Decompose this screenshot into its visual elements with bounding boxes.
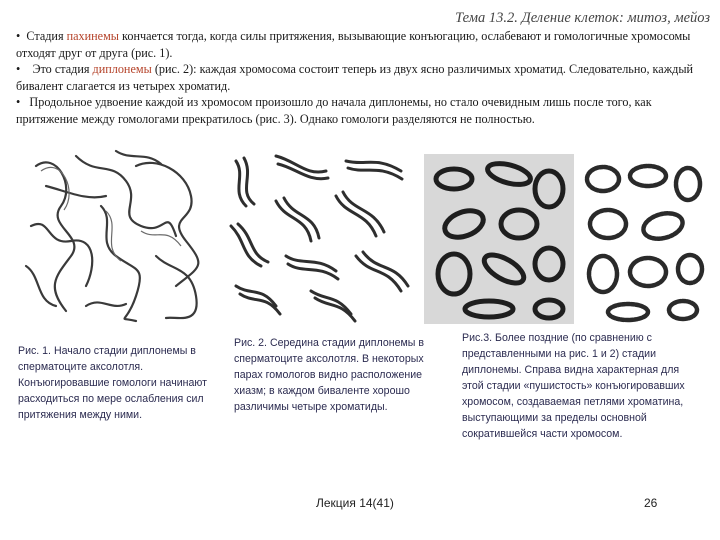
bullet: • — [16, 29, 21, 43]
figure-1-caption: Рис. 1. Начало стадии диплонемы в сперматоците аксолотля. Конъюгировавшие гомологи начинают расходиться по мере ослабления сил притяжения между ними. — [18, 345, 207, 421]
term-pachynema: пахинемы — [66, 29, 119, 43]
bullet: • — [16, 62, 21, 77]
figure-2-caption: Рис. 2. Середина стадии диплонемы в сперматоците аксолотля. В некоторых парах гомологов видно расположение хиазм; в каждом биваленте хорошо различимы четыре хроматиды. — [234, 337, 424, 413]
figure-3-caption: Рис.3. Более поздние (по сравнению с представленными на рис. 1 и 2) стадии диплонемы. Справа видна характерная для этой стадии «пушистость» конъюгировавших хромосом, создаваемая петлями хроматина, выступающими за пределы основной сократившейся части хромосом. — [462, 332, 685, 440]
paragraph-3: • Продольное удвоение каждой из хромосом произошло до начала диплонемы, но стало очевидным лишь после того, как притяжение между гомологами прекратилось (рис. 3). Однако гомологи разделяются не полностью. — [16, 95, 652, 126]
page-title: Тема 13.2. Деление клеток: митоз, мейоз — [455, 10, 710, 26]
bullet: • — [16, 95, 21, 110]
figure-2-image — [216, 146, 416, 326]
body-text — [16, 28, 706, 128]
paragraph-1: • Стадия пахинемы кончается тогда, когда силы притяжения, вызывающие конъюгацию, ослабевают и гомологичные хромосомы отходят друг от друга (рис. 1). — [16, 29, 691, 60]
figure-3b-image — [578, 154, 706, 324]
chromosome-micrograph-3b — [578, 154, 706, 324]
term-diplonema: диплонемы — [92, 62, 152, 77]
page-number: 26 — [644, 496, 658, 510]
lecture-label: Лекция 14(41) — [316, 496, 394, 510]
figure-1-image — [16, 146, 212, 326]
chromosome-micrograph-1 — [16, 146, 212, 326]
figure-3a-image — [424, 154, 574, 324]
chromosome-micrograph-3a — [424, 154, 574, 324]
paragraph-2: • Это стадия диплонемы (рис. 2): каждая хромосома состоит теперь из двух ясно различимых хроматид. Следовательно, каждый бивалент слагается из четырех хроматид. — [16, 62, 694, 93]
chromosome-micrograph-2 — [216, 146, 416, 326]
